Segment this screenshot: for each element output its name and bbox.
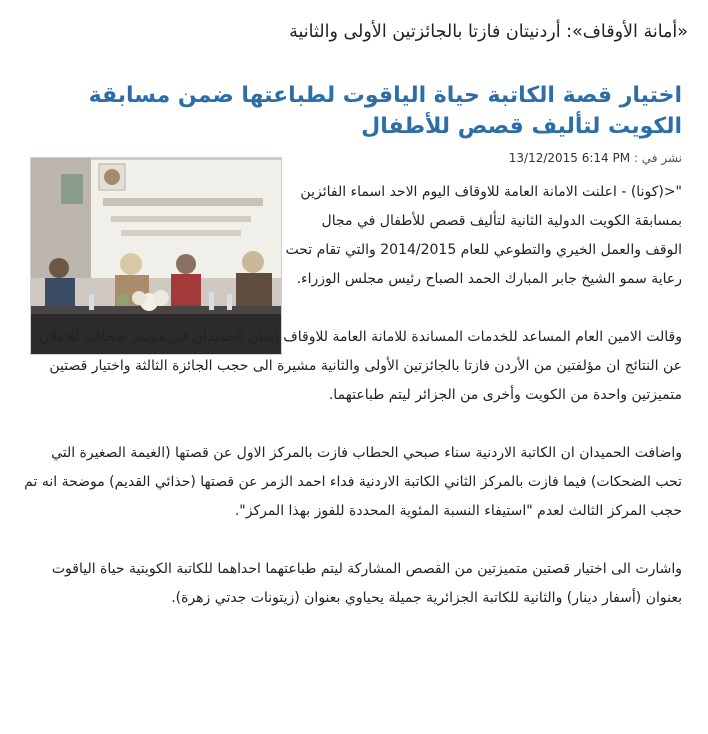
published-label: نشر في : (633, 151, 682, 165)
article-paragraph: وقالت الامين العام المساعد للخدمات المساندة للامانة العامة للاوقاف ايمان الحميدان في مؤتمر صحافي للاعلان عن النتائج ان مؤلفتين من الأردن فازتا بالجائزتين الأولى والثانية مشيرة الى حجب الجائزة الثالثة واختيار قصتين متميزتين واحدة من الكويت وأخرى من الجزائر ليتم طباعتهما. (39, 329, 682, 403)
article-paragraph: "<(كونا) - اعلنت الامانة العامة للاوقاف اليوم الاحد اسماء الفائزين بمسابقة الكويت الدولية الثانية لتأليف قصص للأطفال في مجال الوقف والعمل الخيري والتطوعي للعام 2014/2015 والتي تقام تحت رعاية سمو الشيخ جابر المبارك الحمد الصباح رئيس مجلس الوزراء. (285, 184, 682, 287)
article-kicker: «أمانة الأوقاف»: أردنيتان فازتا بالجائزتين الأولى والثانية (289, 22, 688, 42)
article-paragraph: واشارت الى اختيار قصتين متميزتين من القصص المشاركة ليتم طباعتهما احداهما للكاتبة الكويتية حياة الياقوت بعنوان (أسفار دينار) والثانية للكاتبة الجزائرية جميلة يحياوي بعنوان (زيتونات جدتي زهرة). (51, 561, 682, 606)
article-body (22, 178, 682, 613)
published-date: 13/12/2015 6:14 PM (508, 151, 631, 165)
article-paragraph: واضافت الحميدان ان الكاتبة الاردنية سناء صبحي الحطاب فازت بالمركز الاول عن قصتها (الغيمة الصغيرة التي تحب الضحكات) فيما فازت بالمركز الثاني الكاتبة الاردنية فداء احمد الزمر عن قصتها (حذائي القديم) موضحة انه تم حجب المركز الثالث لعدم "استيفاء النسبة المئوية المحددة للفوز بهذا المركز". (24, 445, 682, 519)
publish-meta (509, 150, 682, 166)
article-headline: اختيار قصة الكاتبة حياة الياقوت لطباعتها ضمن مسابقة الكويت لتأليف قصص للأطفال (88, 83, 682, 139)
